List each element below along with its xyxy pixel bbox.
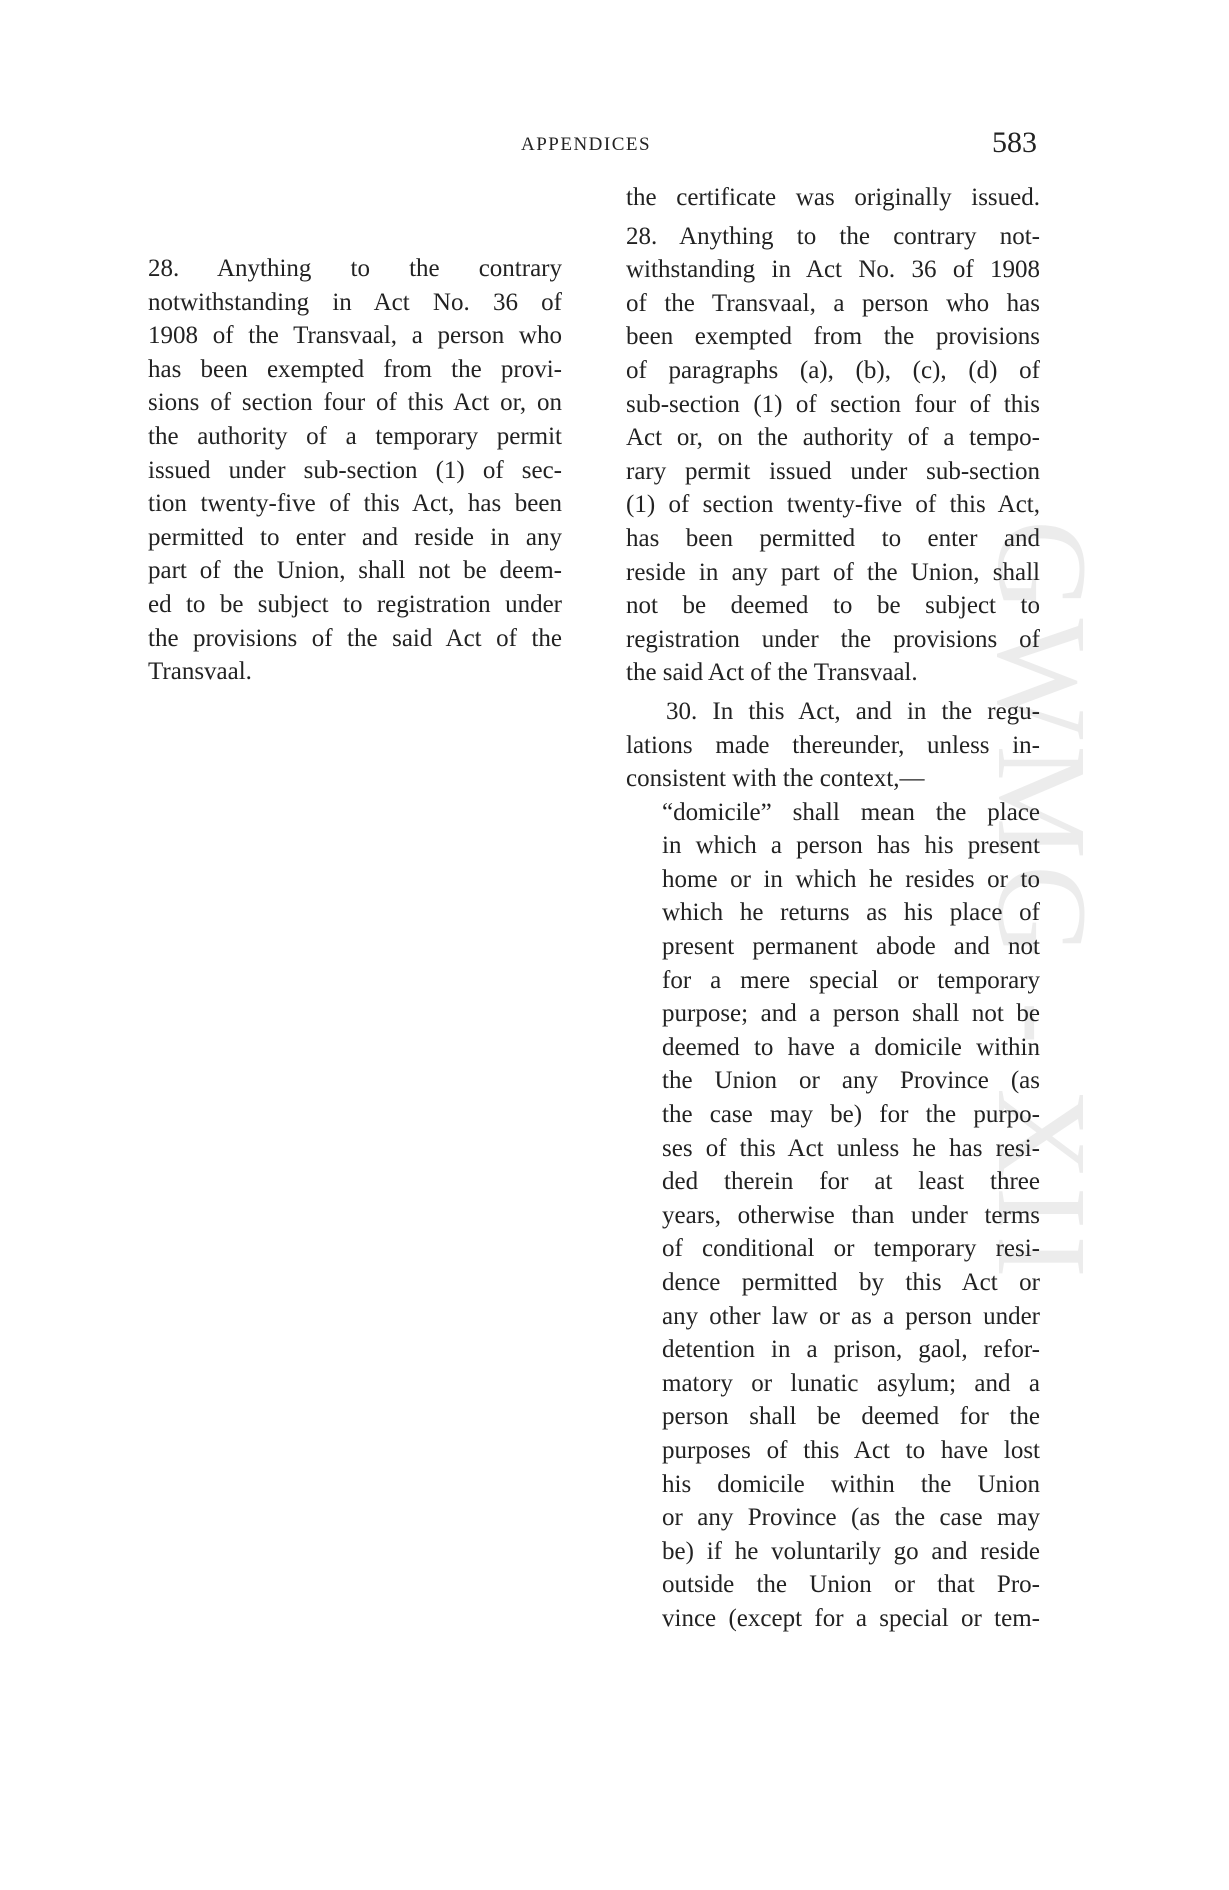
text-line: ses of this Act unless he has resi- bbox=[662, 1134, 1040, 1162]
text-line: the provisions of the said Act of the bbox=[148, 624, 562, 652]
text-line: detention in a prison, gaol, refor- bbox=[662, 1336, 1040, 1364]
text-line: years, otherwise than under terms bbox=[662, 1201, 1040, 1229]
text-line: sions of section four of this Act or, on bbox=[148, 389, 562, 417]
text-line: the authority of a temporary permit bbox=[148, 422, 562, 450]
text-line: (1) of section twenty-five of this Act, bbox=[626, 491, 1040, 519]
text-line: person shall be deemed for the bbox=[662, 1403, 1040, 1431]
text-line: the certificate was originally issued. bbox=[626, 184, 1040, 211]
left-column bbox=[148, 252, 562, 689]
text-line: has been permitted to enter and bbox=[626, 524, 1040, 552]
text-line: “domicile” shall mean the place bbox=[662, 798, 1040, 826]
text-line: not be deemed to be subject to bbox=[626, 592, 1040, 620]
page-number: 583 bbox=[992, 126, 1037, 159]
right-column bbox=[626, 181, 1040, 1636]
text-line: or any Province (as the case may bbox=[662, 1504, 1040, 1532]
text-line: the Union or any Province (as bbox=[662, 1067, 1040, 1095]
text-line: been exempted from the provisions bbox=[626, 323, 1040, 351]
text-line: of the Transvaal, a person who has bbox=[626, 289, 1040, 317]
text-line: which he returns as his place of bbox=[662, 899, 1040, 927]
text-line: rary permit issued under sub-section bbox=[626, 457, 1040, 485]
text-line: 28. Anything to the contrary bbox=[148, 255, 562, 282]
text-line: 1908 of the Transvaal, a person who bbox=[148, 322, 562, 350]
text-line: dence permitted by this Act or bbox=[662, 1269, 1040, 1296]
text-line: vince (except for a special or tem- bbox=[662, 1604, 1040, 1632]
text-line: present permanent abode and not bbox=[662, 933, 1040, 961]
text-line: part of the Union, shall not be deem- bbox=[148, 557, 562, 585]
text-line: 30. In this Act, and in the regu- bbox=[666, 697, 1040, 725]
text-line: reside in any part of the Union, shall bbox=[626, 558, 1040, 586]
text-line: any other law or as a person under bbox=[662, 1302, 1040, 1330]
text-line: consistent with the context,— bbox=[626, 765, 925, 793]
text-line: ed to be subject to registration under bbox=[148, 590, 562, 618]
running-head: APPENDICES bbox=[521, 134, 652, 155]
text-line: registration under the provisions of bbox=[626, 625, 1040, 653]
text-line: be) if he voluntarily go and reside bbox=[662, 1537, 1040, 1565]
text-line: the said Act of the Transvaal. bbox=[626, 659, 918, 687]
paragraph-28 bbox=[626, 220, 1040, 690]
text-line: the case may be) for the purpo- bbox=[662, 1101, 1040, 1129]
text-line: his domicile within the Union bbox=[662, 1470, 1040, 1498]
text-line: of paragraphs (a), (b), (c), (d) of bbox=[626, 356, 1040, 384]
text-line: purpose; and a person shall not be bbox=[662, 1000, 1040, 1028]
text-line: notwithstanding in Act No. 36 of bbox=[148, 288, 562, 316]
text-line: sub-section (1) of section four of this bbox=[626, 390, 1040, 418]
text-line: has been exempted from the provi- bbox=[148, 355, 562, 383]
text-line: permitted to enter and reside in any bbox=[148, 523, 562, 551]
text-line: purposes of this Act to have lost bbox=[662, 1436, 1040, 1464]
paragraph-30 bbox=[626, 695, 1040, 796]
text-line: matory or lunatic asylum; and a bbox=[662, 1369, 1040, 1397]
watermark: GWMG - XII bbox=[971, 520, 1113, 1284]
text-line: ded therein for at least three bbox=[662, 1168, 1040, 1196]
text-line: withstanding in Act No. 36 of 1908 bbox=[626, 256, 1040, 284]
text-line: issued under sub-section (1) of sec- bbox=[148, 456, 562, 484]
text-line: outside the Union or that Pro- bbox=[662, 1571, 1040, 1599]
text-line: Act or, on the authority of a tempo- bbox=[626, 424, 1040, 452]
text-line: lations made thereunder, unless in- bbox=[626, 731, 1040, 759]
text-line: deemed to have a domicile within bbox=[662, 1033, 1040, 1061]
text-line: of conditional or temporary resi- bbox=[662, 1235, 1040, 1263]
text-line: for a mere special or temporary bbox=[662, 966, 1040, 994]
text-line: Transvaal. bbox=[148, 658, 252, 686]
text-line: home or in which he resides or to bbox=[662, 865, 1040, 893]
domicile-definition bbox=[626, 796, 1040, 1636]
text-line: tion twenty-five of this Act, has been bbox=[148, 490, 562, 518]
text-line: 28. Anything to the contrary not- bbox=[626, 222, 1040, 250]
text-line: in which a person has his present bbox=[662, 832, 1040, 860]
